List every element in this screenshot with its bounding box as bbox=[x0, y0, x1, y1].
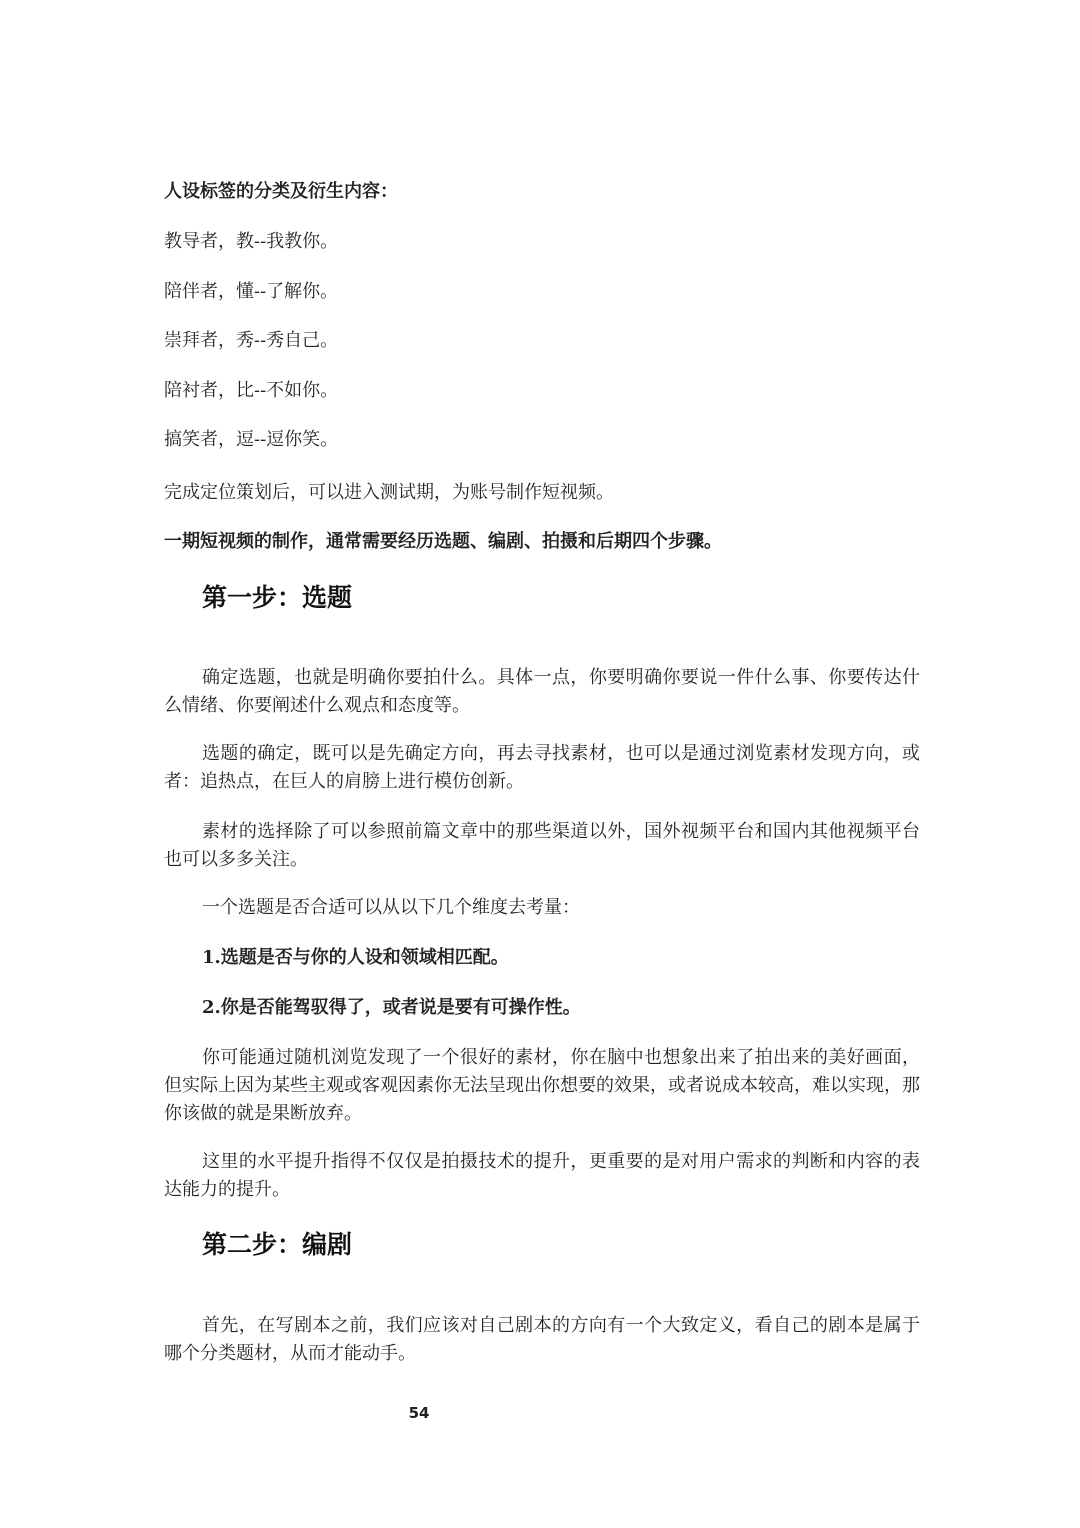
role-item: 教导者，教--我教你。 bbox=[164, 231, 339, 252]
step1-paragraph: 一个选题是否合适可以从以下几个维度去考量： bbox=[202, 897, 580, 918]
criteria-item: 1.选题是否与你的人设和领域相匹配。 bbox=[202, 947, 509, 968]
page-number: 54 bbox=[408, 1404, 430, 1422]
step1-paragraph: 这里的水平提升指得不仅仅是拍摄技术的提升，更重要的是对用户需求的判断和内容的表达能力的提升。 bbox=[164, 1151, 920, 1200]
role-item: 陪伴者，懂--了解你。 bbox=[164, 281, 339, 302]
step2-paragraph: 首先，在写剧本之前，我们应该对自己剧本的方向有一个大致定义，看自己的剧本是属于哪个分类题材，从而才能动手。 bbox=[164, 1315, 920, 1364]
role-item: 崇拜者，秀--秀自己。 bbox=[164, 330, 339, 351]
test-period-text: 完成定位策划后，可以进入测试期，为账号制作短视频。 bbox=[164, 482, 614, 503]
steps-summary: 一期短视频的制作，通常需要经历选题、编剧、拍摄和后期四个步骤。 bbox=[164, 531, 722, 552]
role-item: 陪衬者，比--不如你。 bbox=[164, 380, 339, 401]
step2-heading: 第二步：编剧 bbox=[202, 1230, 353, 1259]
step1-paragraph: 选题的确定，既可以是先确定方向，再去寻找素材，也可以是通过浏览素材发现方向，或者：追热点，在巨人的肩膀上进行模仿创新。 bbox=[164, 743, 920, 792]
step1-paragraph: 确定选题，也就是明确你要拍什么。具体一点，你要明确你要说一件什么事、你要传达什么情绪、你要阐述什么观点和态度等。 bbox=[164, 667, 920, 716]
role-item: 搞笑者，逗--逗你笑。 bbox=[164, 429, 339, 450]
criteria-item: 2.你是否能驾驭得了，或者说是要有可操作性。 bbox=[202, 997, 581, 1018]
step1-paragraph: 素材的选择除了可以参照前篇文章中的那些渠道以外，国外视频平台和国内其他视频平台也可以多多关注。 bbox=[164, 821, 920, 870]
section-title: 人设标签的分类及衍生内容： bbox=[164, 181, 398, 202]
step1-heading: 第一步：选题 bbox=[202, 583, 353, 612]
step1-paragraph: 你可能通过随机浏览发现了一个很好的素材，你在脑中也想象出来了拍出来的美好画面，但实际上因为某些主观或客观因素你无法呈现出你想要的效果，或者说成本较高，难以实现，那你该做的就是果断放弃。 bbox=[164, 1047, 920, 1124]
